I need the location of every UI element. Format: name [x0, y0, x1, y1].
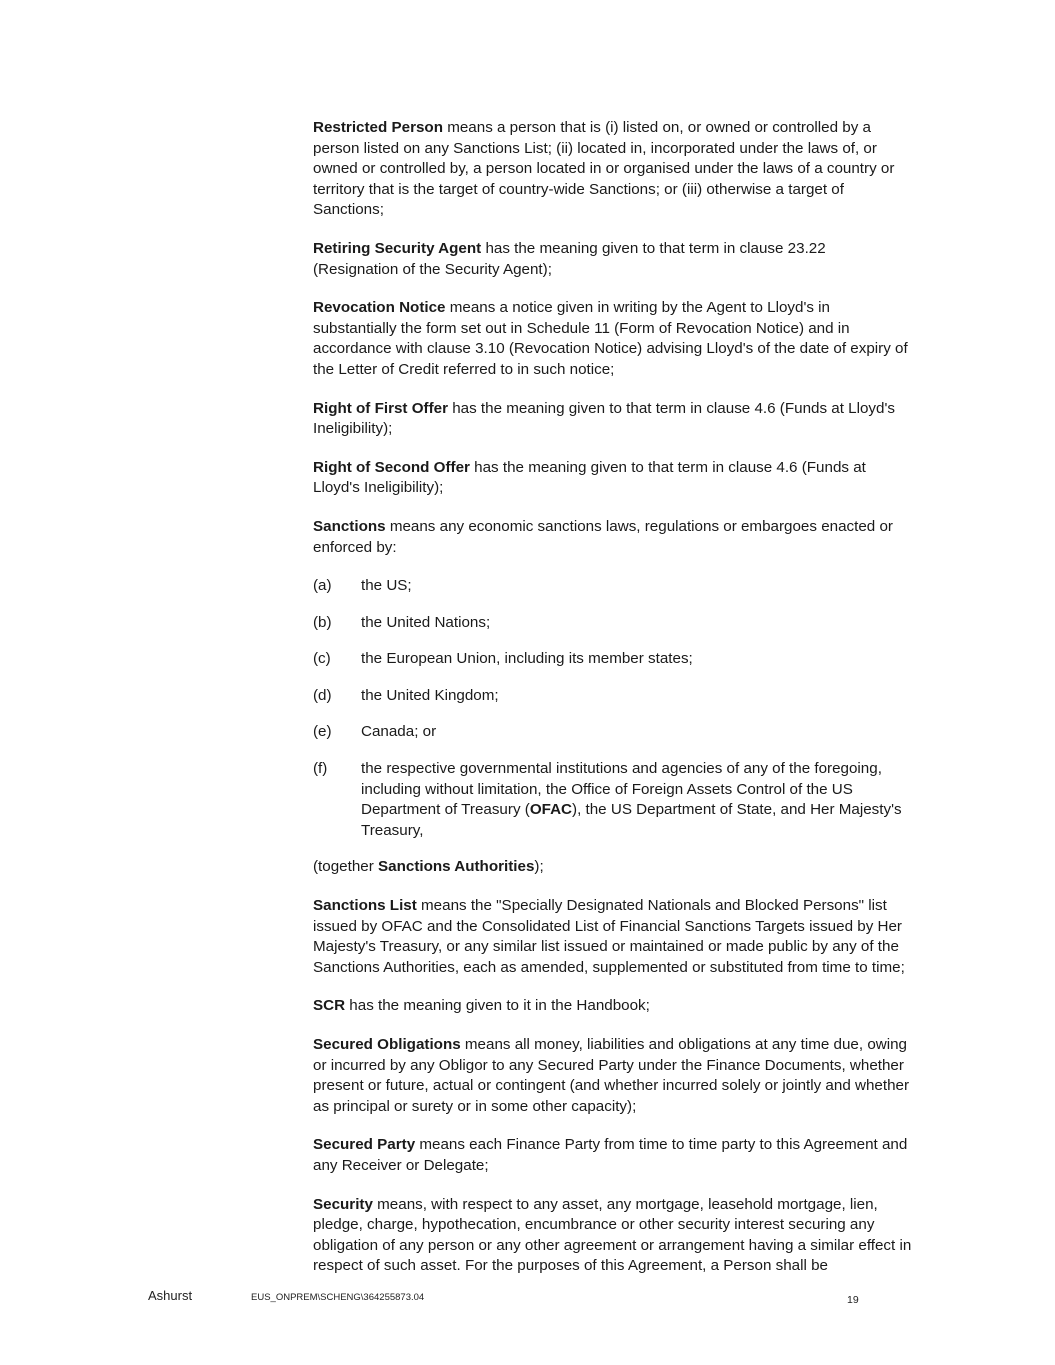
definition-revocation-notice	[313, 298, 913, 380]
list-item	[313, 576, 913, 597]
ofac-abbreviation: OFAC	[529, 801, 573, 819]
defined-term: Sanctions	[313, 517, 386, 535]
definition-secured-party	[313, 1135, 913, 1176]
together-prefix: (together	[313, 858, 379, 876]
definition-secured-obligations	[313, 1035, 913, 1117]
definition-security	[313, 1195, 913, 1277]
definition-text: means all money, liabilities and obligations at any time due, owing or incurred by any Obligor to any Secured Party under the Finance Documents, whether present or future, actual or contingent (and whether incurred solely or jointly and whether as principal or surety or in some other capacity);	[313, 1036, 910, 1115]
list-item-text-after: ), the US Department of State, and Her Majesty's Treasury,	[361, 801, 902, 839]
defined-term: Security	[313, 1195, 373, 1213]
defined-term: Sanctions Authorities	[378, 858, 535, 876]
defined-term: Sanctions List	[313, 897, 417, 915]
definition-retiring-security-agent	[313, 239, 913, 280]
list-item-text: the US;	[361, 577, 412, 595]
list-item-label: (d)	[313, 686, 332, 704]
footer-document-reference: EUS_ONPREM\SCHENG\364255873.04	[251, 1292, 425, 1303]
definition-text: means any economic sanctions laws, regulations or embargoes enacted or enforced by:	[313, 517, 893, 556]
list-item	[313, 686, 913, 707]
list-item	[313, 649, 913, 670]
list-item-text: the European Union, including its member states;	[361, 650, 693, 668]
list-item-text	[361, 759, 913, 841]
list-item-text: the United Kingdom;	[361, 686, 499, 704]
definition-text: has the meaning given to that term in clause 4.6 (Funds at Lloyd's Ineligibility);	[313, 399, 895, 438]
definition-text: means each Finance Party from time to time party to this Agreement and any Receiver or Delegate;	[313, 1136, 908, 1174]
together-sanctions-authorities	[313, 857, 913, 878]
definitions-body	[313, 118, 913, 1295]
definition-sanctions	[313, 517, 913, 558]
definition-text: means a person that is (i) listed on, or owned or controlled by a person listed on any Sanctions List; (ii) located in, incorporated under the laws of, or owned or controlled by, a person located in or organised under the laws of a country or territory that is the target of country-wide Sanctions; or (iii) otherwise a target of Sanctions;	[313, 119, 895, 219]
definition-text: means a notice given in writing by the Agent to Lloyd's in substantially the form set out in Schedule 11 (Form of Revocation Notice) and in accordance with clause 3.10 (Revocation Notice) advising Lloyd's of the date of expiry of the Letter of Credit referred to in such notice;	[313, 299, 908, 378]
sanctions-authorities-list	[313, 576, 913, 841]
list-item-text: the United Nations;	[361, 613, 491, 631]
list-item-label: (c)	[313, 650, 331, 668]
defined-term: Revocation Notice	[313, 299, 446, 317]
definition-text: means the "Specially Designated Nationals and Blocked Persons" list issued by OFAC and the Consolidated List of Financial Sanctions Targets issued by Her Majesty's Treasury, or any similar list issued or maintained or made public by any of the Sanctions Authorities, each as amended, supplemented or substituted from time to time;	[313, 897, 905, 976]
defined-term: Right of Second Offer	[313, 458, 470, 476]
list-item-text: Canada; or	[361, 723, 437, 741]
page-number: 19	[847, 1294, 859, 1306]
defined-term: Retiring Security Agent	[313, 239, 482, 257]
list-item	[313, 613, 913, 634]
list-item	[313, 759, 913, 841]
definition-scr	[313, 996, 913, 1017]
list-item	[313, 722, 913, 743]
defined-term: Right of First Offer	[313, 399, 448, 417]
definition-right-of-first-offer	[313, 399, 913, 440]
definition-text: has the meaning given to that term in clause 23.22 (Resignation of the Security Agent);	[313, 239, 826, 278]
together-suffix: );	[534, 858, 544, 876]
list-item-text-before: the respective governmental institutions and agencies of any of the foregoing, including without limitation, the Office of Foreign Assets Control of the US Department of Treasury (	[361, 760, 882, 819]
definition-sanctions-list	[313, 896, 913, 978]
definition-restricted-person	[313, 118, 913, 221]
footer-firm-name: Ashurst	[148, 1288, 193, 1303]
list-item-label: (a)	[313, 577, 332, 595]
list-item-label: (e)	[313, 723, 332, 741]
list-item-label: (f)	[313, 760, 328, 778]
defined-term: Restricted Person	[313, 119, 443, 136]
definition-text: means, with respect to any asset, any mortgage, leasehold mortgage, lien, pledge, charge, hypothecation, encumbrance or other security interest securing any obligation of any person or any other agreement or arrangement having a similar effect in respect of such asset. For the purposes of this Agreement, a Person shall be	[313, 1195, 912, 1275]
defined-term: Secured Obligations	[313, 1036, 461, 1053]
list-item-label: (b)	[313, 613, 332, 631]
defined-term: SCR	[313, 997, 346, 1015]
definition-text: has the meaning given to that term in clause 4.6 (Funds at Lloyd's Ineligibility);	[313, 458, 866, 497]
definition-text: has the meaning given to it in the Handbook;	[345, 997, 650, 1015]
definition-right-of-second-offer	[313, 458, 913, 499]
defined-term: Secured Party	[313, 1136, 416, 1154]
